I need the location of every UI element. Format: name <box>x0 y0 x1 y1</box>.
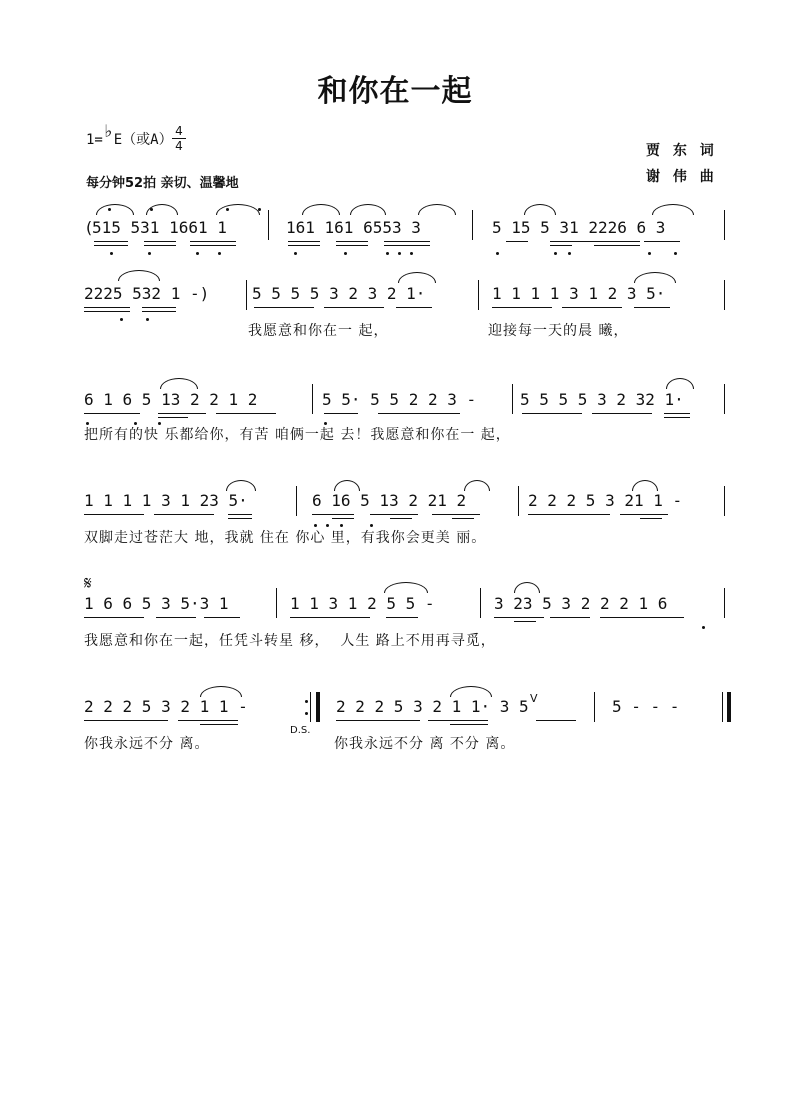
underline-mark <box>644 241 680 242</box>
notation-segment: 1 1 1 1 3 1 2 3 5· <box>492 284 666 303</box>
bar-line <box>518 486 519 516</box>
bar-line <box>512 384 513 414</box>
underline-mark <box>144 245 176 246</box>
slur-mark <box>464 480 490 491</box>
time-signature-top: 4 <box>175 124 183 138</box>
key-note: E <box>113 132 123 148</box>
underline-mark <box>386 617 418 618</box>
bar-line <box>310 692 311 722</box>
bar-line <box>276 588 277 618</box>
notation-segment: ( <box>84 218 94 237</box>
underline-mark <box>370 514 418 515</box>
underline-mark <box>664 413 690 414</box>
underline-mark <box>228 518 252 519</box>
octave-dot <box>108 208 111 211</box>
notation-segment: 3 23 5 3 2 2 2 1 6 <box>494 594 668 613</box>
octave-dot <box>324 422 327 425</box>
repeat-dot <box>305 700 308 703</box>
underline-mark <box>312 514 354 515</box>
bar-line <box>722 692 723 722</box>
underline-mark <box>288 241 320 242</box>
octave-dot <box>218 252 221 255</box>
lyric-segment: 双脚走过苍茫大 地，我就 住在 你心 里，有我你会更美 丽。 <box>84 530 487 546</box>
underline-mark <box>156 617 196 618</box>
notation-segment: 5 5· 5 5 2 2 3 - <box>322 390 477 409</box>
underline-mark <box>384 245 430 246</box>
notation-segment: 515 531 1661 1 <box>92 218 227 237</box>
bar-line <box>472 210 473 240</box>
octave-dot <box>120 318 123 321</box>
slur-mark <box>666 378 694 389</box>
octave-dot <box>370 524 373 527</box>
octave-dot <box>196 252 199 255</box>
underline-mark <box>324 413 358 414</box>
octave-dot <box>398 252 401 255</box>
lyric-segment: 迎接每一天的晨 曦， <box>488 323 629 339</box>
flat-icon: ♭ <box>102 121 114 142</box>
lyricist-credit: 贾 东 词 <box>646 143 718 159</box>
notation-segment: 5 15 5 31 2226 6 3 <box>492 218 666 237</box>
underline-mark <box>634 307 670 308</box>
underline-mark <box>494 617 544 618</box>
slur-mark <box>652 204 694 215</box>
slur-mark <box>200 686 242 697</box>
octave-dot <box>314 524 317 527</box>
slur-mark <box>632 480 658 491</box>
notation-segment: 1 1 3 1 2 5 5 - <box>290 594 435 613</box>
underline-mark <box>594 245 640 246</box>
octave-dot <box>158 422 161 425</box>
underline-mark <box>84 514 144 515</box>
underline-mark <box>536 720 576 721</box>
underline-mark <box>492 307 552 308</box>
underline-mark <box>200 724 238 725</box>
underline-mark <box>84 311 130 312</box>
lyric-segment: 把所有的快 乐都给你，有苦 咱俩一起 去！我愿意和你在一 起， <box>84 427 511 443</box>
underline-mark <box>432 514 480 515</box>
notation-segment: 5 5 5 5 3 2 3 2 1· <box>252 284 426 303</box>
octave-dot <box>326 524 329 527</box>
underline-mark <box>254 307 314 308</box>
underline-mark <box>190 245 236 246</box>
bar-line <box>268 210 269 240</box>
bar-line <box>312 384 313 414</box>
underline-mark <box>550 245 572 246</box>
octave-dot <box>674 252 677 255</box>
octave-dot <box>648 252 651 255</box>
underline-mark <box>378 413 460 414</box>
bar-line <box>594 692 595 722</box>
notation-segment: 6 1 6 5 13 2 2 1 2 <box>84 390 258 409</box>
notation-segment: 1 1 1 1 3 1 23 5· <box>84 491 248 510</box>
bar-line <box>246 280 247 310</box>
octave-dot <box>150 208 153 211</box>
underline-mark <box>600 617 684 618</box>
bar-line <box>724 280 725 310</box>
key-signature <box>86 121 173 149</box>
slur-mark <box>350 204 386 215</box>
bar-line <box>478 280 479 310</box>
slur-mark <box>118 270 160 281</box>
repeat-bar-line <box>316 692 320 722</box>
underline-mark <box>216 413 276 414</box>
time-signature-bottom: 4 <box>172 138 186 153</box>
underline-mark <box>142 307 176 308</box>
underline-mark <box>84 720 168 721</box>
underline-mark <box>428 720 488 721</box>
underline-mark <box>390 518 412 519</box>
notation-segment: 5 - - - <box>612 697 680 716</box>
slur-mark <box>384 582 428 593</box>
underline-mark <box>84 617 144 618</box>
slur-mark <box>418 204 456 215</box>
lyric-segment: 我愿意和你在一 起， <box>248 323 389 339</box>
underline-mark <box>528 514 610 515</box>
underline-mark <box>324 307 384 308</box>
slur-mark <box>96 204 134 215</box>
time-signature <box>172 124 186 153</box>
underline-mark <box>640 518 662 519</box>
bar-line <box>724 486 725 516</box>
underline-mark <box>664 417 690 418</box>
underline-mark <box>84 307 130 308</box>
underline-mark <box>288 245 320 246</box>
breath-mark-icon: V <box>530 692 538 705</box>
underline-mark <box>396 307 432 308</box>
underline-mark <box>154 514 214 515</box>
bar-line <box>480 588 481 618</box>
underline-mark <box>158 413 206 414</box>
notation-segment: 2 2 2 5 3 21 1 - <box>528 491 683 510</box>
underline-mark <box>178 720 238 721</box>
slur-mark <box>524 204 556 215</box>
tempo-marking: 每分钟52拍 亲切、温馨地 <box>86 176 239 191</box>
underline-mark <box>228 514 252 515</box>
octave-dot <box>294 252 297 255</box>
bar-line <box>724 588 725 618</box>
underline-mark <box>594 241 640 242</box>
slur-mark <box>216 204 260 215</box>
ds-marking: D.S. <box>290 725 311 736</box>
underline-mark <box>592 413 652 414</box>
key-alt: （或A） <box>122 132 173 148</box>
octave-dot <box>134 422 137 425</box>
underline-mark <box>336 720 420 721</box>
bar-line <box>724 384 725 414</box>
underline-mark <box>452 518 474 519</box>
segno-icon: 𝄋 <box>84 573 92 594</box>
underline-mark <box>506 241 528 242</box>
underline-mark <box>450 724 488 725</box>
slur-mark <box>514 582 540 593</box>
underline-mark <box>550 617 590 618</box>
underline-mark <box>290 617 370 618</box>
octave-dot <box>146 318 149 321</box>
octave-dot <box>340 524 343 527</box>
underline-mark <box>94 241 128 242</box>
underline-mark <box>204 617 240 618</box>
octave-dot <box>226 208 229 211</box>
underline-mark <box>384 241 430 242</box>
final-bar-line <box>727 692 731 722</box>
slur-mark <box>302 204 340 215</box>
octave-dot <box>496 252 499 255</box>
underline-mark <box>550 241 596 242</box>
underline-mark <box>336 245 368 246</box>
slur-mark <box>398 272 436 283</box>
underline-mark <box>332 518 354 519</box>
underline-mark <box>514 621 536 622</box>
slur-mark <box>334 480 360 491</box>
underline-mark <box>190 241 236 242</box>
repeat-dot <box>305 712 308 715</box>
octave-dot <box>386 252 389 255</box>
underline-mark <box>336 241 368 242</box>
slur-mark <box>160 378 198 389</box>
slur-mark <box>450 686 492 697</box>
underline-mark <box>84 413 140 414</box>
song-title: 和你在一起 <box>317 74 473 109</box>
underline-mark <box>158 417 188 418</box>
notation-segment: 6 16 5 13 2 21 2 <box>312 491 467 510</box>
underline-mark <box>562 307 622 308</box>
underline-mark <box>94 245 128 246</box>
lyric-segment: 你我永远不分 离。 <box>84 736 210 752</box>
underline-mark <box>144 241 176 242</box>
octave-dot <box>702 626 705 629</box>
notation-segment: 5 5 5 5 3 2 32 1· <box>520 390 684 409</box>
underline-mark <box>142 311 176 312</box>
notation-segment: 2 2 2 5 3 2 1 1· 3 5 <box>336 697 529 716</box>
key-prefix: 1= <box>86 132 103 148</box>
octave-dot <box>554 252 557 255</box>
lyric-segment: 我愿意和你在一起，任凭斗转星 移， 人生 路上不用再寻觅， <box>84 633 496 649</box>
underline-mark <box>620 514 668 515</box>
notation-segment: 1 6 6 5 3 5·3 1 <box>84 594 229 613</box>
lyric-segment: 你我永远不分 离 不分 离。 <box>334 736 516 752</box>
octave-dot <box>86 422 89 425</box>
notation-segment: 2225 532 1 -) <box>84 284 210 303</box>
octave-dot <box>110 252 113 255</box>
underline-mark <box>522 413 582 414</box>
octave-dot <box>258 208 261 211</box>
slur-mark <box>226 480 256 491</box>
bar-line <box>724 210 725 240</box>
notation-segment: 161 161 6553 3 <box>286 218 421 237</box>
octave-dot <box>148 252 151 255</box>
octave-dot <box>344 252 347 255</box>
octave-dot <box>410 252 413 255</box>
bar-line <box>296 486 297 516</box>
slur-mark <box>634 272 676 283</box>
composer-credit: 谢 伟 曲 <box>646 169 718 185</box>
octave-dot <box>568 252 571 255</box>
notation-segment: 2 2 2 5 3 2 1 1 - <box>84 697 248 716</box>
